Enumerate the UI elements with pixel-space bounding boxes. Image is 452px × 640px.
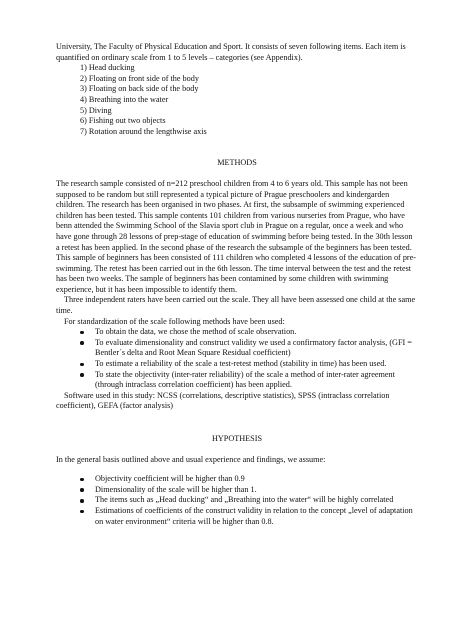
- list-item: 1) Head ducking: [80, 63, 135, 73]
- methods-bullet-list: [56, 327, 418, 391]
- list-item: 5) Diving: [80, 105, 112, 115]
- methods-paragraph: The research sample consisted of n=212 preschool children from 4 to 6 years old. This sample has not been supposed to be random but still represented a typical picture of Prague preschoolers and kindergarden children. The research has been organised in two phases. At first, the subsample of swimming experienced children has been tested. This sample contents 101 children from various nurseries from Prague, who have benn attended the Swimming School of the Slavia sport club in Prague on a regular, once a week and who have gone through 28 lessons of prep-stage of education of swimming before being tested. In the 30th lesson a retest has been applied. In the second phase of the research the subsample of the beginners has been tested. This sample of beginners has been consisted of 111 children who completed 4 lessons of the education of pre-swimming. The retest has been carried out in the 6th lesson. The time interval between the test and the retest has been two weeks. The sample of beginners has been contamined by some children with swimming experience, but it has been impossible to identify them.: [56, 178, 417, 294]
- software-paragraph: Software used in this study: NCSS (correlations, descriptive statistics), SPSS (intraclass correlation coefficient), GEFA (factor analysis): [56, 390, 390, 411]
- list-item: To obtain the data, we chose the method of scale observation.: [56, 327, 418, 338]
- list-item: To evaluate dimensionality and construct validity we used a confirmatory factor analysis, (GFI = Bentler´s delta and Root Mean Square Residual coefficient): [56, 338, 418, 359]
- list-item: To estimate a reliability of the scale a test-retest method (stability in time) has been used.: [56, 359, 418, 370]
- hypothesis-bullet-list: [56, 474, 418, 527]
- scale-items-list: [80, 63, 418, 137]
- list-item: 7) Rotation around the lengthwise axis: [80, 126, 207, 136]
- list-item: Dimensionality of the scale will be higher than 1.: [56, 485, 418, 496]
- methods-heading: METHODS: [217, 158, 257, 168]
- list-item: Objectivity coefficient will be higher than 0.9: [56, 474, 418, 485]
- hypothesis-intro: In the general basis outlined above and usual experience and findings, we assume:: [56, 454, 326, 464]
- list-item: Estimations of coefficients of the construct validity in relation to the concept „level of adaptation on water environment“ criteria will be higher than 0.8.: [56, 506, 418, 527]
- hypothesis-heading: HYPOTHESIS: [211, 434, 263, 443]
- list-item: The items such as „Head ducking“ and „Breathing into the water“ will be highly correlated: [56, 495, 418, 506]
- list-item: 3) Floating on back side of the body: [80, 84, 199, 94]
- list-item: 4) Breathing into the water: [80, 94, 169, 104]
- standardization-paragraph: For standardization of the scale following methods have been used:: [64, 316, 285, 326]
- list-item: 2) Floating on front side of the body: [80, 73, 199, 83]
- raters-paragraph: Three independent raters have been carried out the scale. They all have been assessed one child at the same time.: [56, 295, 416, 316]
- intro-paragraph: University, The Faculty of Physical Education and Sport. It consists of seven following items. Each item is quantified on ordinary scale from 1 to 5 levels – categories (see Appendix).: [56, 42, 406, 62]
- list-item: 6) Fishing out two objects: [80, 116, 166, 126]
- list-item: To state the objectivity (inter-rater reliability) of the scale a method of inter-rater agreement (through intraclass correlation coefficient) has been applied.: [56, 370, 418, 391]
